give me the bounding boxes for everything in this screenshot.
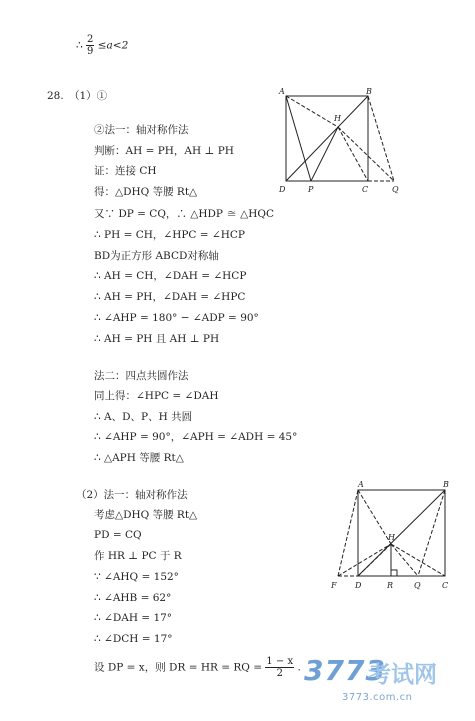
segment-hc: [391, 544, 445, 576]
label-h: H: [334, 114, 341, 123]
segment-fh: [338, 544, 391, 576]
part1-line: 证：连接 CH: [94, 165, 157, 177]
label-r: R: [387, 581, 394, 590]
segment-ah: [358, 490, 391, 544]
segment-hp: [311, 127, 338, 181]
part1-line: 判断：AH = PH，AH ⊥ PH: [94, 145, 234, 157]
part2-line: （2）法一：轴对称作法: [76, 489, 188, 501]
part2-line: PD = CQ: [94, 529, 142, 541]
part1-line: ∴ AH = PH，∠DAH = ∠HPC: [94, 291, 246, 303]
part2-last-suffix: .: [297, 661, 301, 674]
part1-line: ∴ ∠AHP = 90°，∠APH = ∠ADH = 45°: [94, 431, 298, 443]
label-c: C: [442, 581, 449, 590]
fraction-numerator: 2: [87, 34, 94, 45]
part2-line: 考虑△DHQ 等腰 Rt△: [94, 509, 198, 521]
part1-line: 同上得：∠HPC = ∠DAH: [94, 390, 219, 402]
part1-line: ∴ PH = CH，∠HPC = ∠HCP: [94, 229, 245, 241]
therefore-symbol: ∴: [76, 39, 83, 52]
label-a: A: [358, 480, 364, 489]
watermark-url: 3773.com.cn: [342, 692, 413, 703]
label-p: P: [308, 185, 314, 194]
label-d: D: [355, 581, 362, 590]
label-q: Q: [414, 581, 421, 590]
label-b: B: [443, 480, 449, 489]
segment-fa: [338, 490, 358, 576]
segment-hq: [391, 544, 418, 576]
part2-line: 作 HR ⊥ PC 于 R: [94, 550, 182, 562]
fraction-denominator: 2: [276, 668, 283, 679]
fraction-denominator: 9: [87, 46, 94, 57]
watermark-logo: 3773: [304, 654, 386, 687]
label-d: D: [279, 185, 286, 194]
first-line: [76, 34, 128, 57]
part1-line: 法二：四点共圆作法: [94, 370, 189, 382]
label-q: Q: [392, 185, 399, 194]
label-h: H: [388, 533, 395, 542]
geometry-figure-2: [328, 478, 468, 600]
right-angle-marker: [391, 570, 397, 576]
segment-bq: [368, 96, 394, 181]
part1-line: ∴ ∠AHP = 180° − ∠ADP = 90°: [94, 312, 259, 324]
part1-line: ∴ △APH 等腰 Rt△: [94, 452, 184, 464]
fraction-numerator: 1 − x: [266, 656, 294, 667]
fraction: [265, 656, 294, 679]
part1-line: BD为正方形 ABCD对称轴: [94, 250, 219, 262]
q28-number: 28.: [47, 90, 64, 102]
label-b: B: [366, 87, 372, 96]
part2-line: ∴ ∠AHB = 62°: [94, 592, 172, 604]
watermark-logo-text: 考试网: [368, 662, 437, 688]
part1-line: 又∵ DP = CQ，∴ △HDP ≅ △HQC: [94, 208, 275, 220]
geometry-figure-1: [275, 85, 415, 200]
inequality: ≤a<2: [97, 39, 129, 52]
part1-line: ②法一：轴对称作法: [94, 124, 189, 136]
part1-line: 得：△DHQ 等腰 Rt△: [94, 186, 198, 198]
part1-line: ∴ A、D、P、H 共圆: [94, 411, 193, 423]
part2-line: ∴ ∠DCH = 17°: [94, 633, 173, 645]
part1-line: ∴ AH = CH，∠DAH = ∠HCP: [94, 270, 247, 282]
segment-hc: [338, 127, 368, 181]
part2-line: ∴ ∠DAH = 17°: [94, 612, 173, 624]
part2-last-line: [94, 656, 301, 679]
label-f: F: [331, 581, 337, 590]
q28-part: （1）①: [69, 90, 108, 102]
fraction: [86, 34, 94, 57]
part2-line: ∵ ∠AHQ = 152°: [94, 571, 179, 583]
part2-last-prefix: 设 DP = x，则 DR = HR = RQ =: [94, 661, 263, 674]
label-c: C: [362, 185, 369, 194]
label-a: A: [279, 87, 285, 96]
part1-line: ∴ AH = PH 且 AH ⊥ PH: [94, 333, 220, 345]
